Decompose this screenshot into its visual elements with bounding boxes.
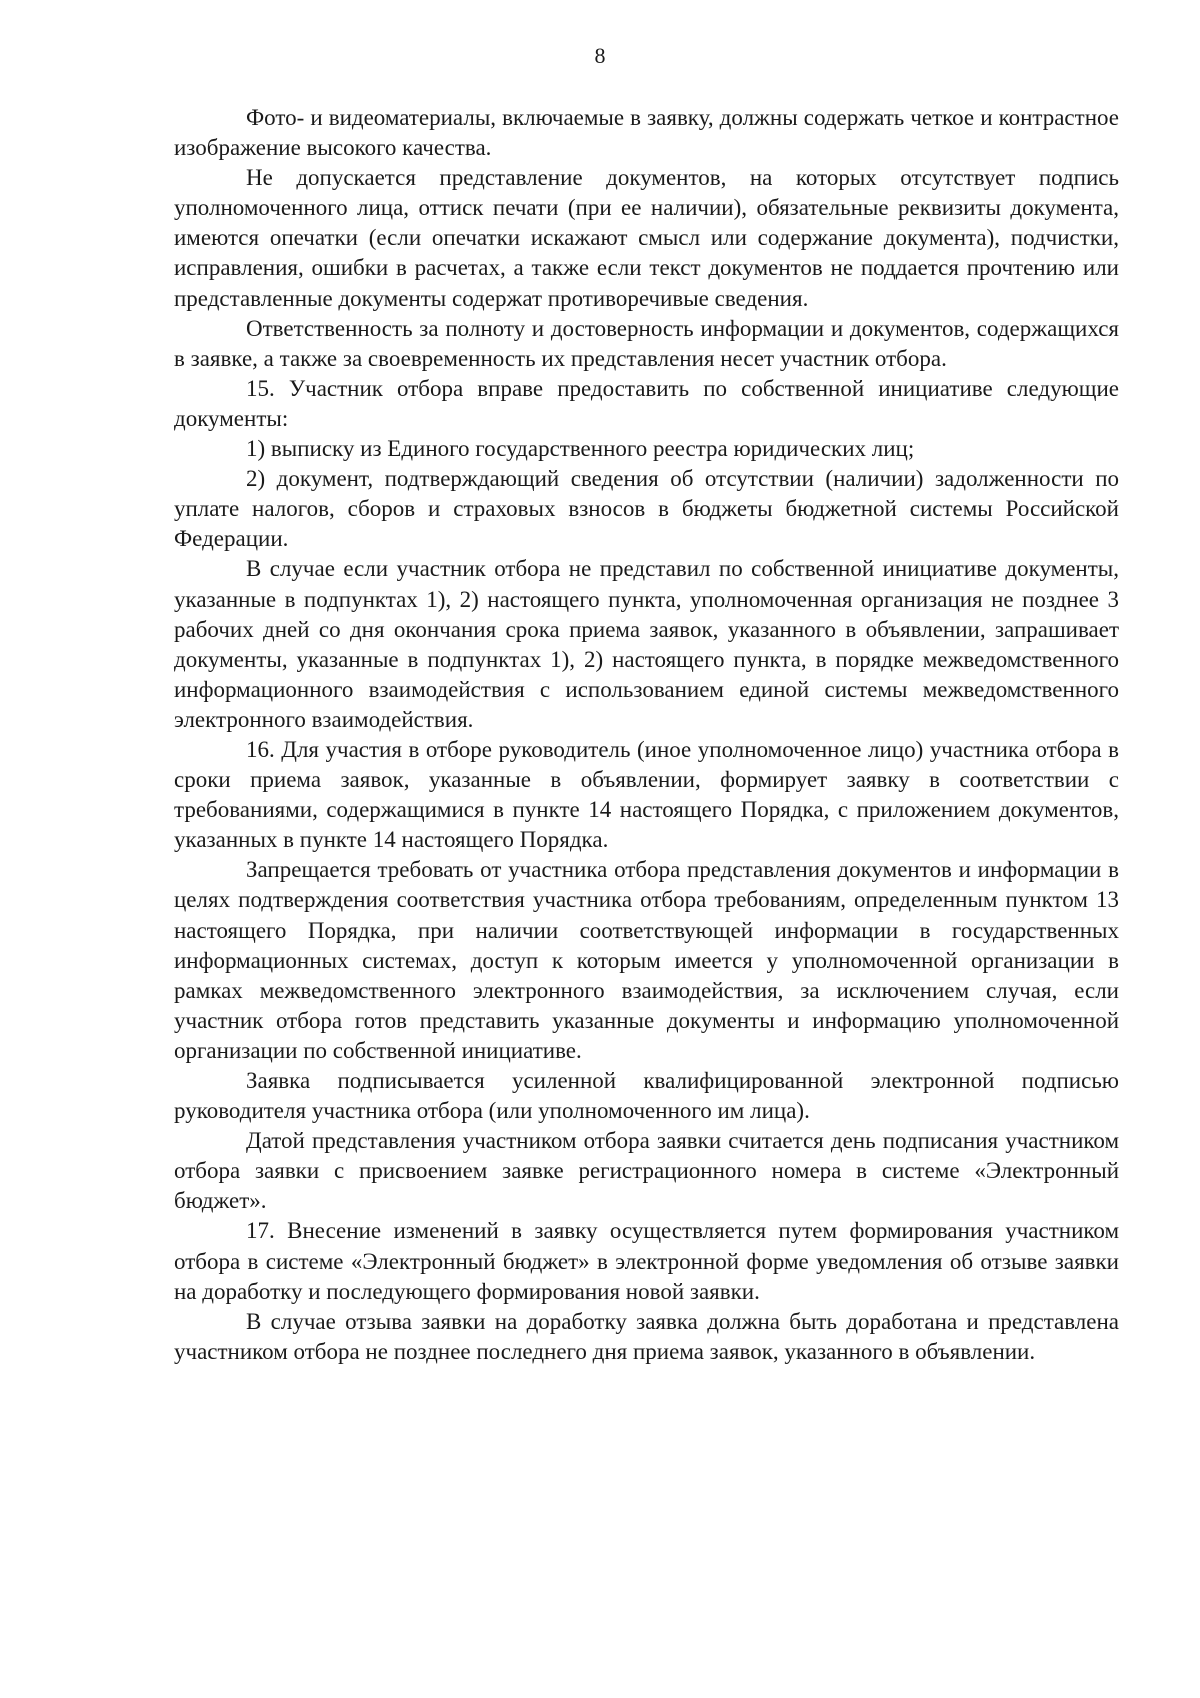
paragraph-item-15-sub-2: 2) документ, подтверждающий сведения об отсутствии (наличии) задолженности по уплате налогов, сборов и страховых взносов в бюджеты бюджетной системы Российской Федерации. xyxy=(174,466,1119,552)
paragraph-item-15-sub-1: 1) выписку из Единого государственного реестра юридических лиц; xyxy=(246,436,915,462)
paragraph-item-15: 15. Участник отбора вправе предоставить по собственной инициативе следующие документы: xyxy=(174,375,1119,431)
paragraph-interagency-request: В случае если участник отбора не представил по собственной инициативе документы, указанные в подпунктах 1), 2) настоящего пункта, уполномоченная организация не позднее 3 рабочих дней со дня окончания срока приема заявок, указанного в объявлении, запрашивает документы, указанные в подпунктах 1), 2) настоящего пункта, в порядке межведомственного информационного взаимодействия с использованием единой системы межведомственного электронного взаимодействия. xyxy=(174,556,1119,732)
document-body xyxy=(174,103,1119,1367)
paragraph-item-16: 16. Для участия в отборе руководитель (иное уполномоченное лицо) участника отбора в сроки приема заявок, указанные в объявлении, формирует заявку в соответствии с требованиями, содержащимися в пункте 14 настоящего Порядка, с приложением документов, указанных в пункте 14 настоящего Порядка. xyxy=(174,736,1119,853)
paragraph-photo-video: Фото- и видеоматериалы, включаемые в заявку, должны содержать четкое и контрастное изображение высокого качества. xyxy=(174,105,1119,161)
page-number: 8 xyxy=(594,43,606,68)
paragraph-signature: Заявка подписывается усиленной квалифицированной электронной подписью руководителя участника отбора (или уполномоченного им лица). xyxy=(174,1068,1119,1124)
paragraph-prohibition: Запрещается требовать от участника отбора представления документов и информации в целях подтверждения соответствия участника отбора требованиям, определенным пунктом 13 настоящего Порядка, при наличии соответствующей информации в государственных информационных системах, доступ к которым имеется у уполномоченной организации в рамках межведомственного электронного взаимодействия, за исключением случая, если участник отбора готов представить указанные документы и информацию уполномоченной организации по собственной инициативе. xyxy=(174,857,1119,1063)
paragraph-responsibility: Ответственность за полноту и достоверность информации и документов, содержащихся в заявке, а также за своевременность их представления несет участник отбора. xyxy=(174,315,1119,371)
paragraph-item-17: 17. Внесение изменений в заявку осуществляется путем формирования участником отбора в системе «Электронный бюджет» в электронной форме уведомления об отзыве заявки на доработку и последующего формирования новой заявки. xyxy=(174,1218,1119,1304)
paragraph-submission-date: Датой представления участником отбора заявки считается день подписания участником отбора заявки с присвоением заявке регистрационного номера в системе «Электронный бюджет». xyxy=(174,1128,1119,1214)
paragraph-not-allowed: Не допускается представление документов, на которых отсутствует подпись уполномоченного лица, оттиск печати (при ее наличии), обязательные реквизиты документа, имеются опечатки (если опечатки искажают смысл или содержание документа), подчистки, исправления, ошибки в расчетах, а также если текст документов не поддается прочтению или представленные документы содержат противоречивые сведения. xyxy=(174,165,1119,311)
paragraph-revision: В случае отзыва заявки на доработку заявка должна быть доработана и представлена участником отбора не позднее последнего дня приема заявок, указанного в объявлении. xyxy=(174,1308,1119,1364)
